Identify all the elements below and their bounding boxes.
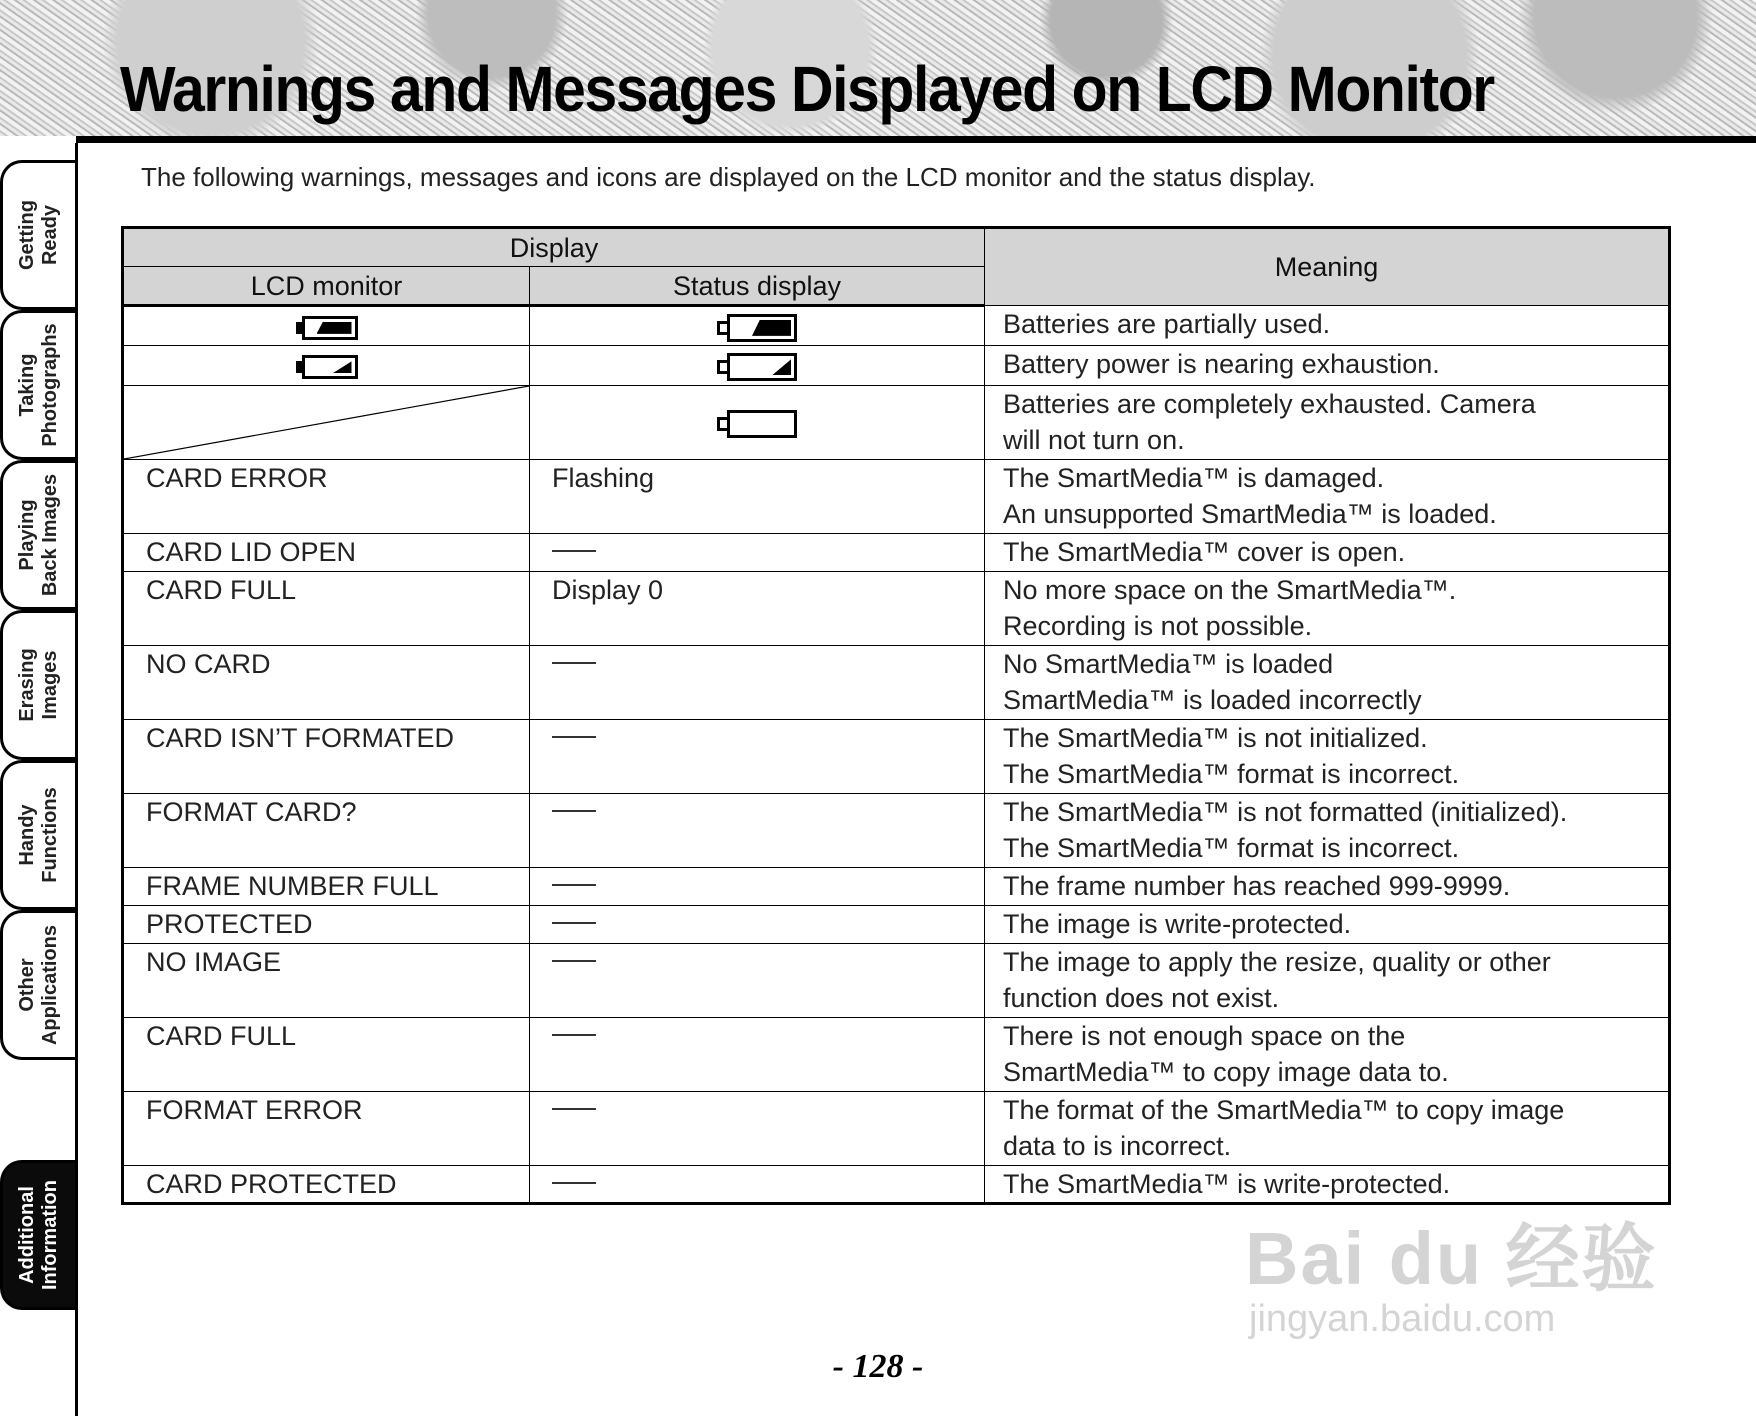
dash-mark <box>552 736 596 738</box>
sidebar-tab-other-applications[interactable] <box>0 910 75 1060</box>
dash-mark <box>552 810 596 812</box>
meaning-cell <box>985 572 1670 646</box>
table-row <box>123 306 1670 346</box>
lcd-message-cell: CARD FULL <box>123 572 530 646</box>
meaning-line: The SmartMedia™ format is incorrect. <box>1003 833 1460 863</box>
sidebar-tab-label: Getting Ready <box>16 200 61 270</box>
watermark-url: jingyan.baidu.com <box>1249 1298 1556 1340</box>
table-row <box>123 1092 1670 1166</box>
lcd-cell <box>123 346 530 386</box>
table-row <box>123 1018 1670 1092</box>
table-row <box>123 646 1670 720</box>
status-display-cell: Display 0 <box>530 572 985 646</box>
header-lcd-monitor: LCD monitor <box>123 267 530 306</box>
sidebar-tab-getting-ready[interactable] <box>0 160 75 310</box>
sidebar-tab-label: Other Applications <box>16 924 61 1046</box>
page-number: - 128 - <box>832 1348 924 1385</box>
meaning-cell <box>985 646 1670 720</box>
meaning-line: The format of the SmartMedia™ to copy image <box>1003 1095 1565 1125</box>
lcd-message-cell: CARD ISN’T FORMATED <box>123 720 530 794</box>
sidebar-divider <box>75 143 78 1416</box>
status-display-cell <box>530 646 985 720</box>
status-display-cell <box>530 534 985 572</box>
table-row <box>123 346 1670 386</box>
meaning-line: No more space on the SmartMedia™. <box>1003 575 1457 605</box>
header-display: Display <box>123 228 985 267</box>
meaning-line: The image is write-protected. <box>1003 909 1352 939</box>
meaning-line: No SmartMedia™ is loaded <box>1003 649 1334 679</box>
meaning-line: An unsupported SmartMedia™ is loaded. <box>1003 499 1497 529</box>
lcd-message-cell: PROTECTED <box>123 906 530 944</box>
battery-partial-icon <box>296 316 358 340</box>
header-meaning: Meaning <box>985 228 1670 306</box>
meaning-cell: Batteries are partially used. <box>985 306 1670 346</box>
status-display-cell <box>530 868 985 906</box>
status-display-cell <box>530 1166 985 1204</box>
meaning-cell <box>985 906 1670 944</box>
watermark <box>1245 1200 1665 1350</box>
meaning-cell <box>985 1018 1670 1092</box>
lcd-message-cell: FORMAT ERROR <box>123 1092 530 1166</box>
meaning-line: The frame number has reached 999-9999. <box>1003 871 1511 901</box>
sidebar-tab-label: Additional Information <box>16 1180 61 1290</box>
table-row <box>123 386 1670 460</box>
sidebar-tab-erasing-images[interactable] <box>0 610 75 760</box>
dash-mark <box>552 884 596 886</box>
table-row <box>123 720 1670 794</box>
not-applicable-cell <box>123 386 530 460</box>
lcd-message-cell: NO IMAGE <box>123 944 530 1018</box>
status-cell <box>530 306 985 346</box>
lcd-message-cell: CARD PROTECTED <box>123 1166 530 1204</box>
lcd-message-cell: CARD FULL <box>123 1018 530 1092</box>
intro-text: The following warnings, messages and icons are displayed on the LCD monitor and the status display. <box>141 162 1316 192</box>
dash-mark <box>552 922 596 924</box>
status-display-cell <box>530 944 985 1018</box>
table-row <box>123 906 1670 944</box>
sidebar-tab-handy-functions[interactable] <box>0 760 75 910</box>
message-rows <box>123 460 1670 1204</box>
header-status-display: Status display <box>530 267 985 306</box>
sidebar-tab-taking-photographs[interactable] <box>0 310 75 460</box>
table-row <box>123 572 1670 646</box>
meaning-line: The SmartMedia™ is damaged. <box>1003 463 1385 493</box>
meaning-cell <box>985 1092 1670 1166</box>
status-display-cell <box>530 1018 985 1092</box>
meaning-cell <box>985 794 1670 868</box>
meaning-cell <box>985 534 1670 572</box>
battery-empty-icon <box>717 410 797 438</box>
table-row <box>123 794 1670 868</box>
lcd-message-cell: FRAME NUMBER FULL <box>123 868 530 906</box>
dash-mark <box>552 960 596 962</box>
meaning-line: There is not enough space on the <box>1003 1021 1406 1051</box>
status-cell <box>530 346 985 386</box>
lcd-message-cell: FORMAT CARD? <box>123 794 530 868</box>
meaning-line: The SmartMedia™ format is incorrect. <box>1003 759 1460 789</box>
status-display-cell <box>530 906 985 944</box>
meaning-line: The SmartMedia™ is not initialized. <box>1003 723 1428 753</box>
sidebar-tab-label: Erasing Images <box>16 648 61 722</box>
meaning-cell <box>985 944 1670 1018</box>
lcd-cell <box>123 306 530 346</box>
diagonal-slash <box>124 386 529 459</box>
meaning-cell <box>985 868 1670 906</box>
warnings-table <box>121 226 1671 1205</box>
meaning-cell <box>985 460 1670 534</box>
meaning-line: The SmartMedia™ is write-protected. <box>1003 1169 1451 1199</box>
meaning-cell: Battery power is nearing exhaustion. <box>985 346 1670 386</box>
status-display-cell <box>530 720 985 794</box>
lcd-message-cell: CARD LID OPEN <box>123 534 530 572</box>
sidebar-tab-label: Handy Functions <box>16 787 61 883</box>
dash-mark <box>552 1034 596 1036</box>
sidebar-tab-additional-information[interactable] <box>0 1160 75 1310</box>
sidebar-tab-label: Playing Back Images <box>16 473 61 597</box>
meaning-line: The SmartMedia™ cover is open. <box>1003 537 1406 567</box>
dash-mark <box>552 1108 596 1110</box>
dash-mark <box>552 550 596 552</box>
meaning-line: function does not exist. <box>1003 983 1280 1013</box>
dash-mark <box>552 1182 596 1184</box>
meaning-line: data to is incorrect. <box>1003 1131 1232 1161</box>
sidebar-tab-playing-back-images[interactable] <box>0 460 75 610</box>
meaning-cell: Batteries are completely exhausted. Camera will not turn on. <box>985 386 1670 460</box>
table-row <box>123 1166 1670 1204</box>
meaning-cell <box>985 1166 1670 1204</box>
meaning-line: The SmartMedia™ is not formatted (initialized). <box>1003 797 1568 827</box>
meaning-line: SmartMedia™ is loaded incorrectly <box>1003 685 1422 715</box>
status-cell <box>530 386 985 460</box>
sidebar-tab-label: Taking Photographs <box>16 323 61 447</box>
status-display-cell <box>530 1092 985 1166</box>
table-row <box>123 534 1670 572</box>
page-title: Warnings and Messages Displayed on LCD Monitor <box>120 53 1494 125</box>
table-row <box>123 868 1670 906</box>
meaning-line: The image to apply the resize, quality or other <box>1003 947 1551 977</box>
status-display-cell: Flashing <box>530 460 985 534</box>
battery-partial-icon <box>717 314 797 342</box>
dash-mark <box>552 662 596 664</box>
table-row <box>123 944 1670 1018</box>
battery-low-icon <box>296 355 358 379</box>
watermark-logo: Bai du 经验 <box>1245 1217 1658 1300</box>
lcd-message-cell: CARD ERROR <box>123 460 530 534</box>
header-rule <box>76 136 1756 143</box>
meaning-cell <box>985 720 1670 794</box>
lcd-message-cell: NO CARD <box>123 646 530 720</box>
meaning-line: SmartMedia™ to copy image data to. <box>1003 1057 1449 1087</box>
meaning-line: Recording is not possible. <box>1003 611 1313 641</box>
status-display-cell <box>530 794 985 868</box>
table-row <box>123 460 1670 534</box>
battery-low-icon <box>717 353 797 381</box>
